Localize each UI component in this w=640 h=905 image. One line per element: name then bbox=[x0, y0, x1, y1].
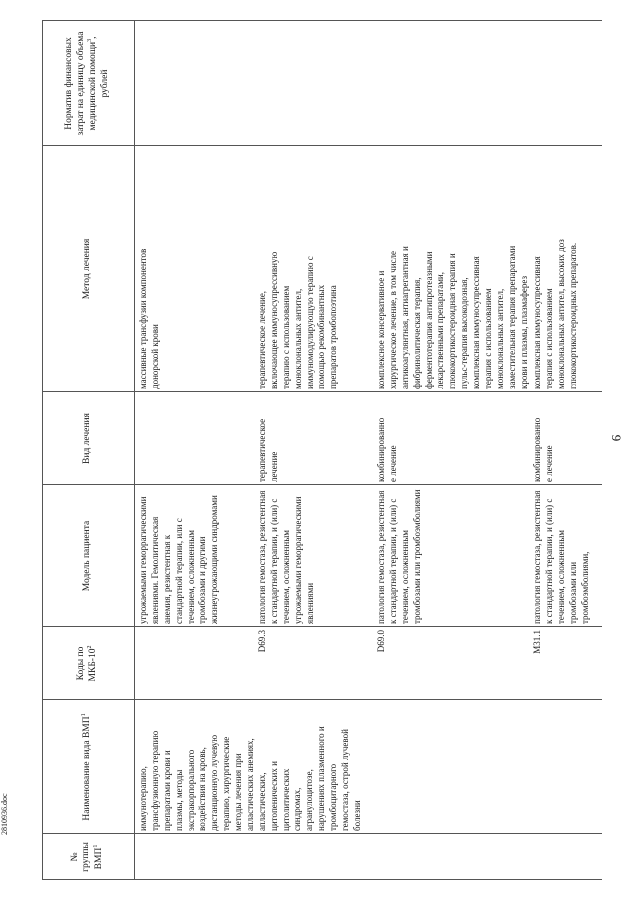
table-rotated bbox=[42, 20, 602, 880]
row-3-code: M31.1 bbox=[532, 630, 542, 654]
footer-filename: 2810936.doc bbox=[0, 793, 9, 835]
page-number: 9 bbox=[609, 434, 624, 442]
row-1-model: патология гемостаза, резистентная к стандартной терапии, и (или) с течением, осложненным угрожаемыми геморрагическими явлениями bbox=[257, 490, 315, 624]
header-codes: Коды по МКБ-$10^2$ bbox=[75, 645, 99, 682]
vmp-name-text: иммунотерапию, трансфузионную терапию препаратами крови и плазмы, методы экстракорпорального воздействия на кровь, дистанционную лучевую терапию, хирургические методы лечения при апластических анемиях, апластических, цитопенических и цитолитических синдромах, агранулоцитозе, нарушениях плазменного и тромбоцитарного гемостаза, острой лучевой болезни bbox=[138, 726, 362, 831]
header-kind: Вид лечения bbox=[82, 413, 93, 464]
row-0-method: массивные трансфузии компонентов донорской крови bbox=[138, 248, 160, 389]
row-2-kind: комбинированно е лечение bbox=[376, 417, 398, 482]
row-1-method: терапевтическое лечение, включающее иммуносупрессивную терапию с использованием моноклональных антител, иммуномодулирующую терапию с помощью рекомбинантных препаратов тромбопоэтина bbox=[257, 251, 339, 389]
row-2-model: патология гемостаза, резистентная к стандартной терапии, и (или) с течением, осложненным тромбозами или тромбоэмболиями bbox=[376, 489, 422, 624]
row-3-method: комплексная иммуносупрессивная терапия с использованием моноклональных антител, высоких доз глюкокортикостероидных препаратов. bbox=[532, 239, 578, 389]
row-0-model: угрожаемыми геморрагическими явлениями. Гемолитическая анемия, резистентная к стандартной терапии, или с течением, осложненным тромбозами и другими жизнеугрожающими синдромами bbox=[138, 495, 220, 624]
row-2-method: комплексное консервативное и хирургическое лечение, в том числе антикоагулянтная, антиагрегантная и фибринолитическая терапия, ферментотерапия антипротеазными лекарственными препаратами, глюкокортикостероидная терапия и пульс-терапия высокодозная, комплексная иммуносупрессивная терапия с использованием моноклональных антител, заместительная терапия препаратами крови и плазмы, плазмаферез bbox=[376, 245, 529, 389]
header-name: Наименование вида ВМП$^1$ bbox=[81, 713, 93, 821]
header-norm: Норматив финансовых затрат на единицу объема медицинской помощи$^3$, рублей bbox=[63, 31, 111, 136]
row-1-code: D69.3 bbox=[257, 630, 267, 653]
header-method: Метод лечения bbox=[82, 238, 93, 300]
row-2-code: D69.0 bbox=[376, 630, 386, 653]
row-3-model: патология гемостаза, резистентная к стандартной терапии, и (или) с течением, осложненным тромбозами или тромбоэмболиями, bbox=[532, 490, 590, 624]
row-1-kind: терапевтическое лечение bbox=[257, 418, 279, 482]
row-3-kind: комбинированно е лечение bbox=[532, 417, 554, 482]
header-model: Модель пациента bbox=[82, 520, 93, 592]
header-group: № группы ВМП$^1$ bbox=[69, 842, 105, 872]
